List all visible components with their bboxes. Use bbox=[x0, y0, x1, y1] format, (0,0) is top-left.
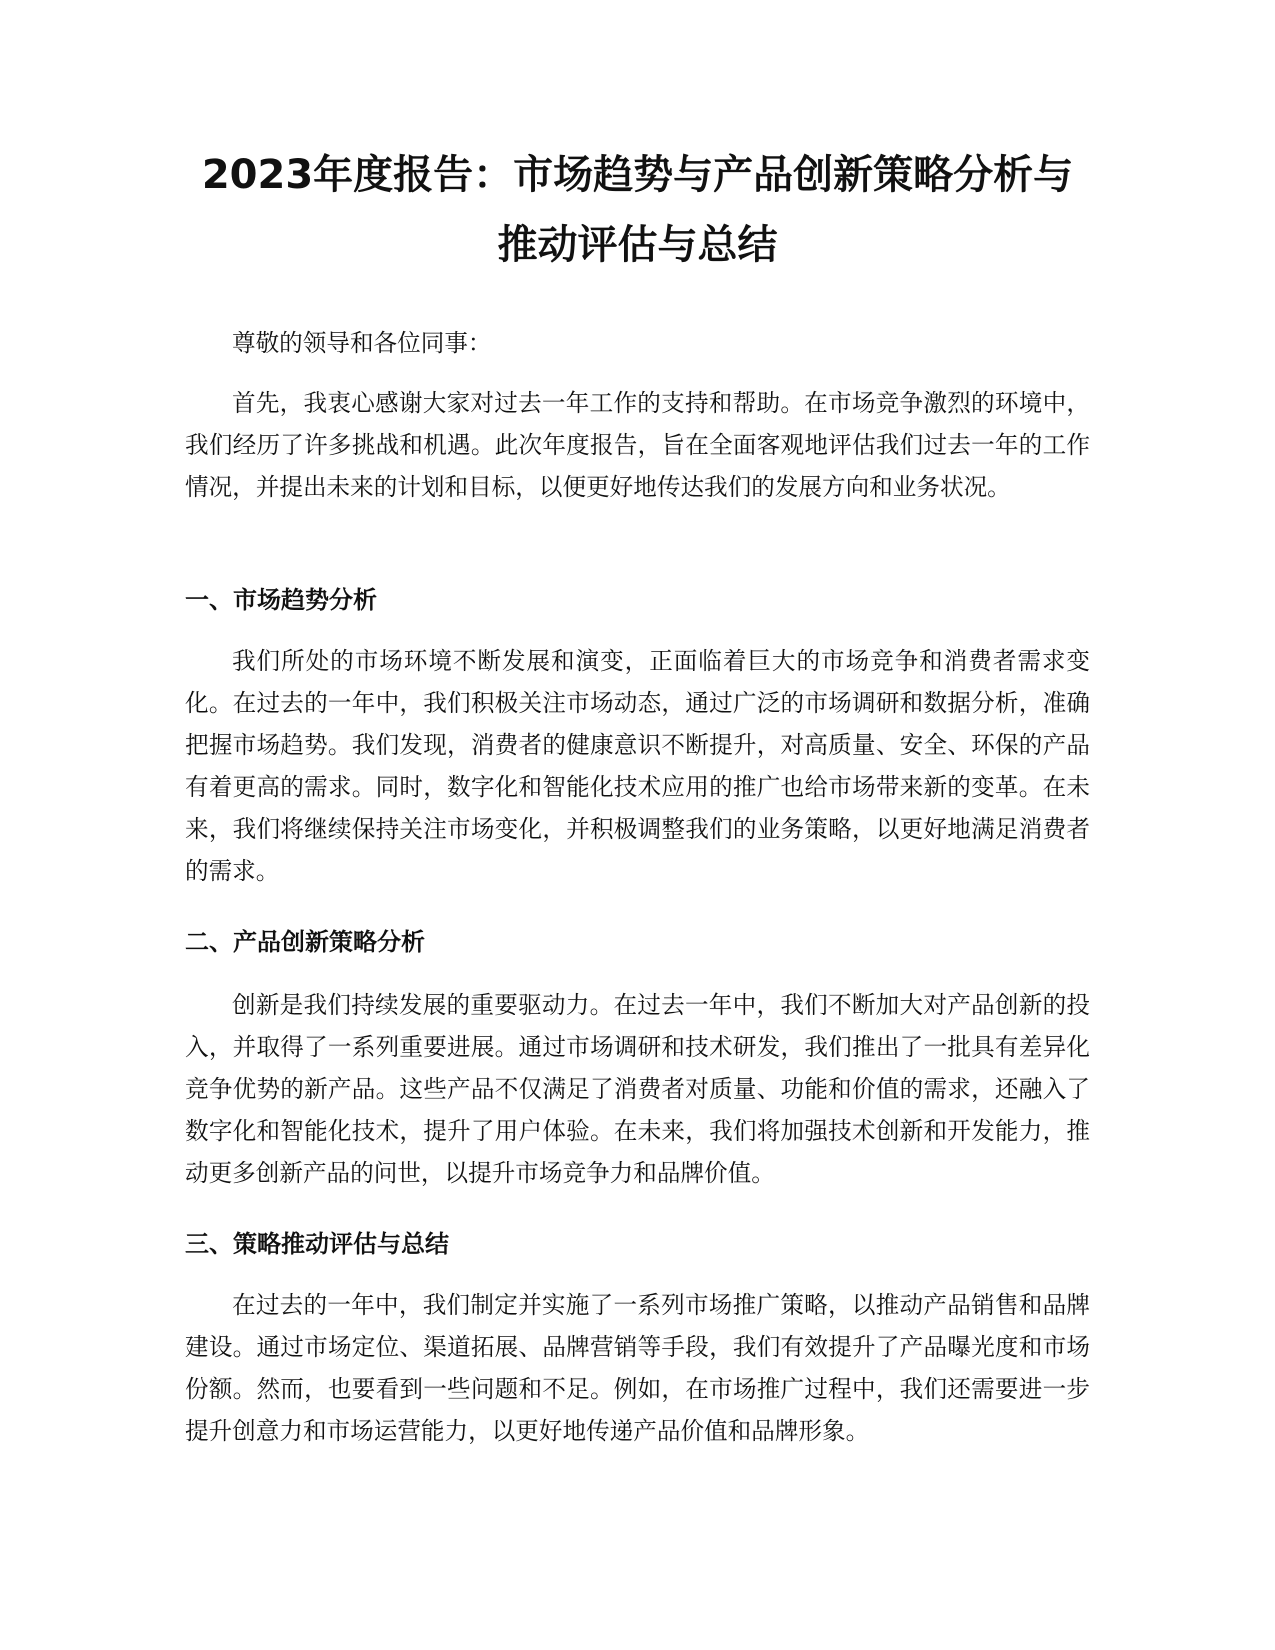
section-heading-product-innovation: 二、产品创新策略分析 bbox=[185, 928, 425, 956]
section-heading-strategy-evaluation: 三、策略推动评估与总结 bbox=[185, 1230, 449, 1258]
section-body-market-trends: 我们所处的市场环境不断发展和演变，正面临着巨大的市场竞争和消费者需求变化。在过去的一年中，我们积极关注市场动态，通过广泛的市场调研和数据分析，准确把握市场趋势。我们发现，消费者的健康意识不断提升，对高质量、安全、环保的产品有着更高的需求。同时，数字化和智能化技术应用的推广也给市场带来新的变革。在未来，我们将继续保持关注市场变化，并积极调整我们的业务策略，以更好地满足消费者的需求。 bbox=[185, 647, 1090, 885]
intro-paragraph: 首先，我衷心感谢大家对过去一年工作的支持和帮助。在市场竞争激烈的环境中，我们经历了许多挑战和机遇。此次年度报告，旨在全面客观地评估我们过去一年的工作情况，并提出未来的计划和目标，以便更好地传达我们的发展方向和业务状况。 bbox=[185, 389, 1090, 501]
section-heading-market-trends: 一、市场趋势分析 bbox=[185, 586, 377, 614]
document-title: 2023年度报告：市场趋势与产品创新策略分析与推动评估与总结 bbox=[201, 152, 1074, 268]
section-body-strategy-evaluation: 在过去的一年中，我们制定并实施了一系列市场推广策略，以推动产品销售和品牌建设。通过市场定位、渠道拓展、品牌营销等手段，我们有效提升了产品曝光度和市场份额。然而，也要看到一些问题和不足。例如，在市场推广过程中，我们还需要进一步提升创意力和市场运营能力，以更好地传递产品价值和品牌形象。 bbox=[185, 1291, 1090, 1445]
greeting-paragraph: 尊敬的领导和各位同事： bbox=[232, 329, 492, 357]
section-body-product-innovation: 创新是我们持续发展的重要驱动力。在过去一年中，我们不断加大对产品创新的投入，并取得了一系列重要进展。通过市场调研和技术研发，我们推出了一批具有差异化竞争优势的新产品。这些产品不仅满足了消费者对质量、功能和价值的需求，还融入了数字化和智能化技术，提升了用户体验。在未来，我们将加强技术创新和开发能力，推动更多创新产品的问世，以提升市场竞争力和品牌价值。 bbox=[185, 991, 1090, 1187]
